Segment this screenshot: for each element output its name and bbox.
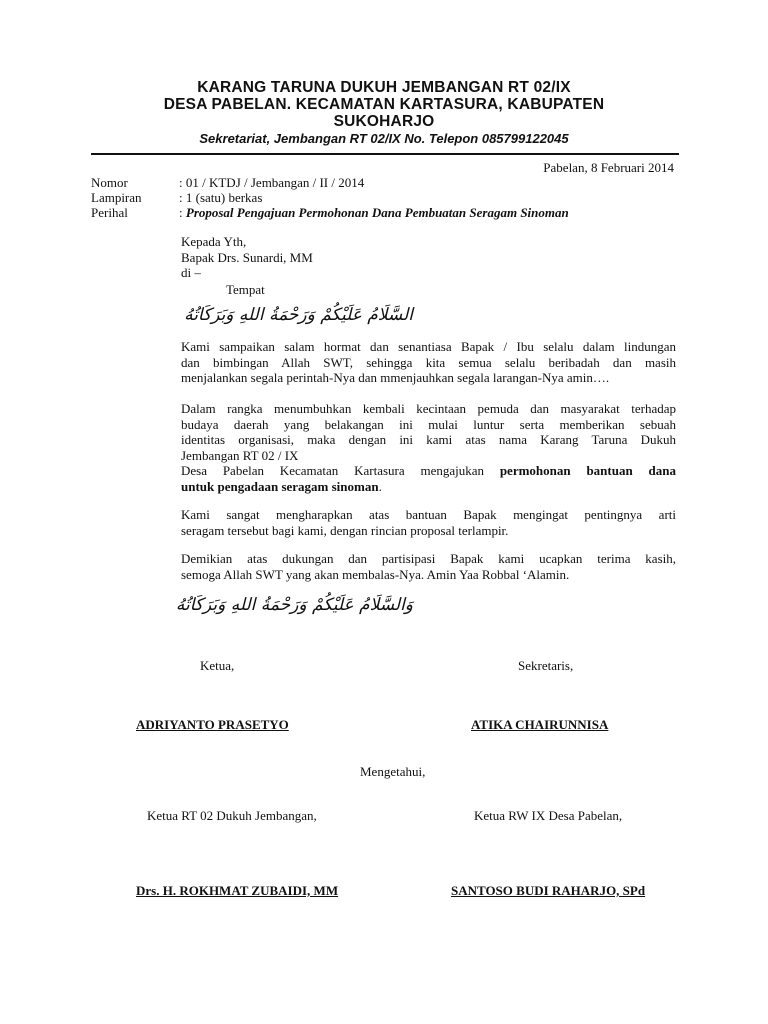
paragraph-line bbox=[181, 479, 676, 495]
nomor-label: Nomor bbox=[91, 175, 128, 190]
ketua-name: ADRIYANTO PRASETYO bbox=[136, 717, 289, 732]
mengetahui-label: Mengetahui, bbox=[360, 764, 426, 779]
letterhead-divider bbox=[91, 153, 679, 155]
recipient-line-4: Tempat bbox=[226, 282, 265, 297]
paragraph-line: seragam tersebut bagi kami, dengan rincian proposal terlampir. bbox=[181, 522, 509, 538]
ketua-title: Ketua, bbox=[200, 658, 235, 673]
paragraph-line: Kami sangat mengharapkan atas bantuan Bapak mengingat pentingnya arti bbox=[181, 507, 676, 522]
paragraph-line: semoga Allah SWT yang akan membalas-Nya. Amin Yaa Robbal ‘Alamin. bbox=[181, 566, 570, 582]
rt-name: Drs. H. ROKHMAT ZUBAIDI, MM bbox=[136, 883, 339, 898]
rw-name: SANTOSO BUDI RAHARJO, SPd bbox=[451, 883, 646, 898]
closing-greeting: وَالسَّلَامُ عَلَيْكُمْ وَرَحْمَةُ اللهِ وَبَرَكَاتُهُ bbox=[175, 595, 413, 615]
paragraph-text: Desa Pabelan Kecamatan Kartasura mengajukan bbox=[181, 463, 500, 479]
letterhead-line-2: DESA PABELAN. KECAMATAN KARTASURA, KABUPATEN bbox=[163, 96, 605, 113]
perihal-label: Perihal bbox=[91, 205, 128, 220]
request-emphasis: permohonan bantuan dana bbox=[499, 463, 676, 479]
letterhead-line-1: KARANG TARUNA DUKUH JEMBANGAN RT 02/IX bbox=[197, 79, 571, 96]
paragraph-line: menjalankan segala perintah-Nya dan mmenjauhkan segala larangan-Nya amin…. bbox=[181, 370, 610, 386]
paragraph-line: identitas organisasi, maka dengan ini kami atas nama Karang Taruna Dukuh bbox=[181, 432, 676, 448]
perihal-row bbox=[179, 205, 569, 221]
letterhead-address: Sekretariat, Jembangan RT 02/IX No. Telepon 085799122045 bbox=[199, 131, 569, 146]
paragraph-1 bbox=[181, 339, 676, 386]
paragraph-4 bbox=[181, 551, 676, 582]
recipient-line-2: Bapak Drs. Sunardi, MM bbox=[181, 250, 313, 265]
letter-date: Pabelan, 8 Februari 2014 bbox=[543, 160, 674, 175]
sekretaris-title: Sekretaris, bbox=[518, 658, 574, 673]
paragraph-line: dan bimbingan Allah SWT, sehingga kita semua selalu beribadah dan masih bbox=[181, 354, 676, 370]
recipient-line-1: Kepada Yth, bbox=[181, 234, 247, 249]
request-emphasis-cont: untuk pengadaan seragam sinoman bbox=[181, 478, 379, 494]
perihal-value: Proposal Pengajuan Permohonan Dana Pembuatan Seragam Sinoman bbox=[185, 205, 569, 220]
paragraph-3 bbox=[181, 507, 676, 538]
paragraph-text: . bbox=[378, 478, 382, 494]
recipient-line-3: di – bbox=[181, 265, 201, 280]
nomor-value: : 01 / KTDJ / Jembangan / II / 2014 bbox=[179, 175, 365, 190]
perihal-colon: : bbox=[179, 205, 186, 220]
paragraph-line: Demikian atas dukungan dan partisipasi Bapak kami ucapkan terima kasih, bbox=[181, 551, 676, 566]
letterhead-line-3: SUKOHARJO bbox=[333, 113, 435, 130]
paragraph-line: budaya daerah yang belakangan ini mulai luntur serta memberikan sebuah bbox=[181, 416, 676, 432]
sekretaris-name: ATIKA CHAIRUNNISA bbox=[471, 717, 609, 732]
paragraph-line: Jembangan RT 02 / IX bbox=[181, 447, 299, 463]
paragraph-line: Dalam rangka menumbuhkan kembali kecintaan pemuda dan masyarakat terhadap bbox=[181, 401, 676, 416]
paragraph-line: Kami sampaikan salam hormat dan senantiasa Bapak / Ibu selalu dalam lindungan bbox=[181, 339, 676, 354]
rt-title: Ketua RT 02 Dukuh Jembangan, bbox=[147, 808, 317, 823]
paragraph-2 bbox=[181, 401, 676, 495]
paragraph-line bbox=[181, 463, 676, 479]
lampiran-label: Lampiran bbox=[91, 190, 142, 205]
rw-title: Ketua RW IX Desa Pabelan, bbox=[474, 808, 623, 823]
lampiran-value: : 1 (satu) berkas bbox=[179, 190, 263, 205]
opening-greeting: السَّلَامُ عَلَيْكُمْ وَرَحْمَةُ اللهِ وَبَرَكَاتُهُ bbox=[184, 305, 413, 325]
